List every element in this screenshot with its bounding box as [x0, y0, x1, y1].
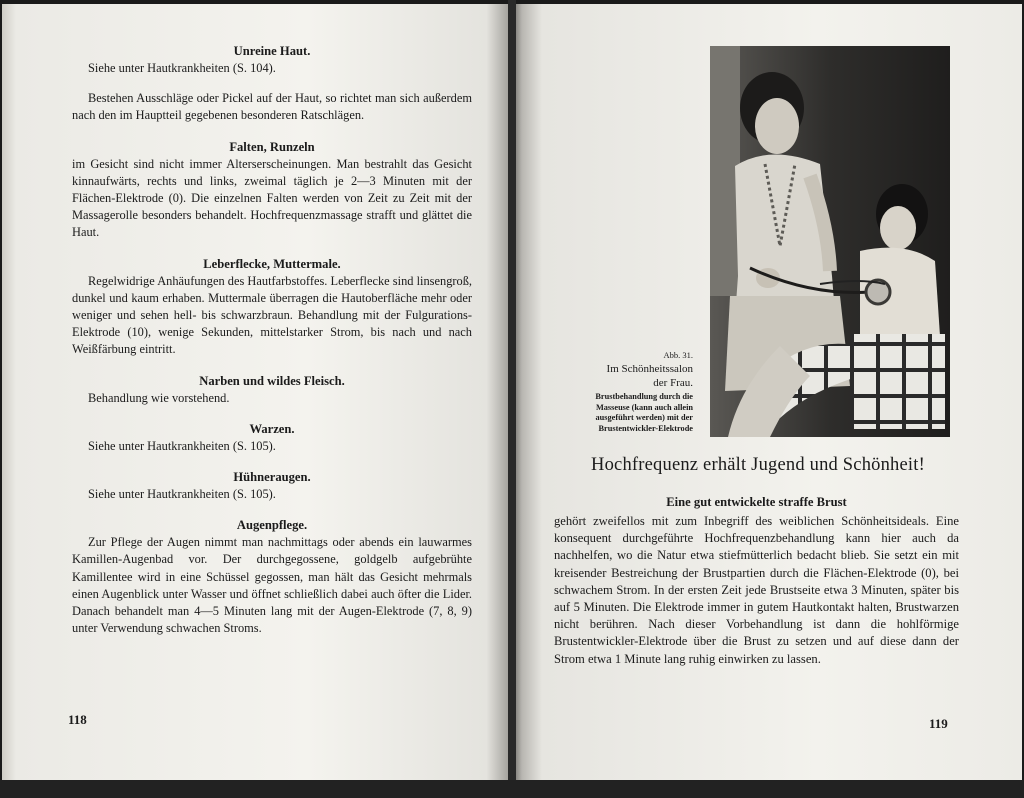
heading-narben: Narben und wildes Fleisch. [199, 373, 345, 388]
text-warzen: Siehe unter Hautkrankheiten (S. 105). [88, 438, 276, 453]
book-gutter [508, 0, 516, 798]
text-brust: gehört zweifellos mit zum Inbegriff des weiblichen Schönheitsideals. Eine konsequent durchgeführte Hochfrequenzbehandlung kann hier auch da nachhelfen, wo die Natur etwa stiefmütterlich bedacht blieb. Sie setzt ein mit kreisender Bestreichung der Brustpartien durch die Flächen-Elektrode (0), bei schwachem Strom. In der ersten Zeit jede Brustseite etwa 3 Minuten, später bis auf 5 Minuten. Die Elektrode immer in gutem Hautkontakt halten, Brustwarzen nicht berühren. Nach dieser Vorbehandlung ist dann die hohlförmige Brustentwickler-Elektrode über die Brust zu setzen und auf diese dann der Strom etwa 1 Minute lang ruhig einwirken zu lassen. [554, 514, 959, 666]
subheading-brust: Eine gut entwickelte straffe Brust [666, 495, 847, 509]
heading-huehneraugen: Hühneraugen. [233, 470, 311, 485]
text-ausschlaege: Bestehen Ausschläge oder Pickel auf der Haut, so richtet man sich außerdem nach den im Hauptteil gegebenen besonderen Ratschlägen. [72, 91, 472, 123]
bottom-edge [0, 780, 1024, 798]
caption-description: Brustbehandlung durch die Masseuse (kann auch allein ausgeführt werden) mit der Brustentwickler-Elektrode [595, 392, 693, 433]
text-narben: Behandlung wie vorstehend. [88, 390, 230, 405]
left-page [2, 4, 512, 782]
right-text-column [554, 493, 959, 668]
photo-illustration [710, 46, 950, 437]
text-augenpflege: Zur Pflege der Augen nimmt man nachmittags oder abends ein lauwarmes Kamillen-Augenbad vor. Der durchgegossene, goldgelb aufgebrühte Kamillentee wird in eine Schüssel gegossen, man hält das Gesicht mehrmals einen Augenblick unter Wasser und öffnet schließlich dabei auch öfter die Lider. Danach behandelt man 4—5 Minuten lang mit der Augen-Elektrode (7, 8, 9) unter Verwendung schwachen Stroms. [72, 535, 472, 636]
text-falten-runzeln: im Gesicht sind nicht immer Alterserscheinungen. Man bestrahlt das Gesicht kinnaufwärts, rechts und links, zweimal täglich je 2—3 Minuten mit der Flächen-Elektrode (0). Die einzelnen Falten werden von Zeit zu Zeit mit der Massagerolle besonders behandelt. Hochfrequenzmassage strafft und glättet die Haut. [72, 156, 472, 240]
left-text-column [72, 42, 472, 637]
caption-title-2: der Frau. [653, 377, 693, 389]
heading-unreine-haut: Unreine Haut. [233, 44, 311, 58]
caption-abb: Abb. 31. [663, 350, 693, 360]
figure-caption [562, 348, 693, 434]
heading-falten-runzeln: Falten, Runzeln [229, 139, 315, 154]
photo-schoenheitssalon [710, 46, 950, 437]
caption-title-1: Im Schönheitssalon [606, 363, 693, 375]
section-heading: Hochfrequenz erhält Jugend und Schönheit! [591, 455, 925, 475]
heading-leberflecke: Leberflecke, Muttermale. [203, 256, 341, 271]
text-leberflecke: Regelwidrige Anhäufungen des Hautfarbstoffes. Leberflecke sind linsengroß, dunkel und kaum erhaben. Muttermale überragen die Hautoberfläche mehr oder weniger und sehen hell- bis schwarzbraun. Behandlung mit der Fulgurations-Elektrode (10), wenige Sekunden, mittelstarker Strom, bis nach und nach Weißfärbung eintritt. [72, 273, 472, 357]
page-number-right: 119 [929, 716, 948, 731]
heading-augenpflege: Augenpflege. [236, 518, 308, 533]
heading-warzen: Warzen. [249, 421, 295, 436]
text-unreine-haut: Siehe unter Hautkrankheiten (S. 104). [88, 61, 276, 75]
page-number-left: 118 [68, 712, 87, 727]
right-page [512, 4, 1022, 782]
text-huehneraugen: Siehe unter Hautkrankheiten (S. 105). [88, 487, 276, 502]
